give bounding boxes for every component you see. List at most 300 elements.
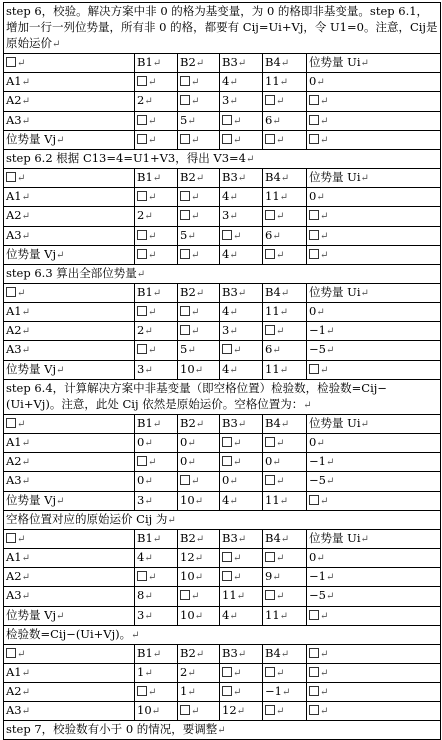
header-cell-text: B2	[180, 169, 196, 184]
return-mark-icon: ↵	[136, 268, 146, 280]
table-cell-text: 0	[309, 435, 317, 449]
return-mark-icon: ↵	[148, 457, 157, 469]
table-cell	[178, 360, 220, 379]
checkbox-icon	[222, 552, 232, 562]
return-mark-icon: ↵	[21, 706, 31, 718]
checkbox-icon	[137, 115, 147, 125]
table-row	[4, 92, 441, 111]
table-cell	[307, 663, 441, 682]
return-mark-icon: ↵	[245, 153, 255, 165]
header-cell-text: B3	[222, 645, 238, 660]
return-mark-icon: ↵	[320, 249, 329, 261]
return-mark-icon: ↵	[237, 533, 247, 545]
return-mark-icon: ↵	[280, 58, 290, 69]
table-cell	[263, 341, 307, 360]
table-cell	[178, 130, 220, 149]
table-cell-text: 10	[180, 492, 195, 507]
table-cell	[263, 453, 307, 472]
return-mark-icon: ↵	[233, 572, 242, 584]
return-mark-icon: ↵	[17, 58, 26, 69]
return-mark-icon: ↵	[191, 77, 200, 89]
return-mark-icon: ↵	[187, 230, 196, 242]
table-cell-text: 5	[180, 227, 188, 242]
table-cell	[135, 702, 178, 721]
header-cell	[4, 644, 135, 663]
table-cell	[178, 663, 220, 682]
table-cell-text: A1	[6, 664, 22, 679]
table-cell	[220, 453, 263, 472]
checkbox-icon	[180, 191, 190, 201]
checkbox-icon	[180, 210, 190, 220]
table-cell	[263, 587, 307, 606]
return-mark-icon: ↵	[233, 134, 242, 146]
step-text-text: step 6.3 算出全部位势量	[6, 265, 137, 280]
return-mark-icon: ↵	[191, 134, 200, 146]
table-cell	[135, 188, 178, 207]
return-mark-icon: ↵	[237, 287, 247, 299]
table-cell	[178, 188, 220, 207]
table-cell-text: A2	[6, 208, 22, 223]
table-cell-text: 12	[222, 703, 237, 718]
checkbox-icon	[180, 134, 190, 144]
table-cell-text: 0	[137, 435, 145, 449]
table-cell	[220, 434, 263, 453]
table-cell-text: A1	[6, 304, 22, 319]
return-mark-icon: ↵	[276, 249, 285, 261]
return-mark-icon: ↵	[17, 172, 26, 184]
table-cell	[135, 73, 178, 92]
checkbox-icon	[6, 648, 16, 658]
table-cell	[307, 491, 441, 510]
table-cell	[178, 548, 220, 567]
header-cell-text: B2	[180, 284, 196, 299]
header-cell-text: B4	[265, 415, 281, 430]
table-cell	[4, 207, 135, 226]
return-mark-icon: ↵	[237, 418, 247, 430]
return-mark-icon: ↵	[237, 58, 247, 69]
checkbox-icon	[309, 249, 319, 259]
checkbox-icon	[222, 230, 232, 240]
return-mark-icon: ↵	[279, 307, 289, 319]
table-cell-text: −1	[309, 454, 326, 469]
table-cell	[135, 360, 178, 379]
table-cell	[307, 207, 441, 226]
table-cell-text: 5	[180, 112, 188, 127]
header-cell	[4, 414, 135, 433]
return-mark-icon: ↵	[21, 211, 31, 223]
return-mark-icon: ↵	[56, 610, 65, 622]
return-mark-icon: ↵	[276, 476, 285, 488]
checkbox-icon	[222, 437, 232, 447]
table-cell-text: 1	[180, 684, 188, 699]
return-mark-icon: ↵	[144, 96, 153, 108]
table-cell-text: A3	[6, 588, 22, 603]
return-mark-icon: ↵	[148, 345, 157, 357]
table-cell-text: 10	[180, 361, 195, 376]
table-cell-text: A1	[6, 74, 22, 89]
table-cell	[4, 111, 135, 130]
header-cell-text: B3	[222, 284, 238, 299]
table-cell-text: 5	[180, 342, 188, 357]
return-mark-icon: ↵	[131, 629, 140, 641]
table-row	[4, 207, 441, 226]
return-mark-icon: ↵	[233, 115, 242, 127]
table-cell	[4, 434, 135, 453]
return-mark-icon: ↵	[316, 552, 325, 564]
return-mark-icon: ↵	[21, 77, 31, 89]
header-cell-text: B2	[180, 645, 196, 660]
header-cell	[178, 168, 220, 187]
step-text	[4, 149, 441, 168]
return-mark-icon: ↵	[316, 77, 325, 89]
return-mark-icon: ↵	[303, 399, 312, 411]
table-cell-text: 0	[309, 549, 317, 564]
return-mark-icon: ↵	[195, 533, 205, 545]
header-cell	[178, 414, 220, 433]
return-mark-icon: ↵	[229, 476, 238, 488]
checkbox-icon	[265, 437, 275, 447]
table-cell	[220, 188, 263, 207]
return-mark-icon: ↵	[276, 591, 285, 603]
checkbox-icon	[180, 475, 190, 485]
header-cell-text: B3	[222, 415, 238, 430]
table-cell	[220, 568, 263, 587]
return-mark-icon: ↵	[144, 610, 153, 622]
step-text	[4, 379, 441, 414]
table-cell	[220, 548, 263, 567]
table-cell-text: 4	[222, 189, 230, 204]
checkbox-icon	[180, 95, 190, 105]
header-cell	[135, 414, 178, 433]
table-cell-text: 2	[137, 323, 145, 338]
table-cell	[307, 568, 441, 587]
table-cell	[135, 130, 178, 149]
header-cell	[4, 529, 135, 548]
table-cell-text: A1	[6, 435, 22, 449]
header-cell	[220, 168, 263, 187]
return-mark-icon: ↵	[236, 591, 246, 603]
return-mark-icon: ↵	[217, 725, 226, 737]
table-cell-text: A3	[6, 473, 22, 488]
table-cell-text: 9	[265, 569, 273, 584]
table-cell	[4, 587, 135, 606]
table-cell-text: 位势量 Vj	[6, 361, 57, 376]
return-mark-icon: ↵	[320, 610, 329, 622]
table-cell	[4, 73, 135, 92]
table-cell	[135, 683, 178, 702]
table-cell	[135, 663, 178, 682]
table-cell-text: 4	[222, 492, 230, 507]
return-mark-icon: ↵	[56, 364, 65, 376]
table-cell-text: 0	[265, 454, 273, 469]
table-cell	[178, 472, 220, 491]
header-cell	[307, 414, 441, 433]
return-mark-icon: ↵	[148, 134, 157, 146]
return-mark-icon: ↵	[148, 249, 157, 261]
table-row	[4, 341, 441, 360]
table-cell	[263, 606, 307, 625]
checkbox-icon	[222, 134, 232, 144]
step-text-text: 空格位置对应的原始运价 Cij 为	[6, 511, 168, 526]
table-cell	[135, 491, 178, 510]
step-text	[4, 625, 441, 644]
table-cell-text: 4	[222, 74, 230, 89]
table-cell	[178, 73, 220, 92]
table-cell	[263, 226, 307, 245]
table-cell	[307, 472, 441, 491]
return-mark-icon: ↵	[21, 572, 31, 584]
table-cell	[178, 587, 220, 606]
return-mark-icon: ↵	[229, 326, 238, 338]
checkbox-icon	[309, 115, 319, 125]
table-cell-text: 4	[222, 246, 230, 261]
return-mark-icon: ↵	[276, 96, 285, 108]
table-cell-text: 11	[265, 607, 280, 622]
table-cell-text: 3	[137, 492, 145, 507]
return-mark-icon: ↵	[276, 438, 285, 449]
checkbox-icon	[137, 456, 147, 466]
table-cell-text: A2	[6, 569, 22, 584]
return-mark-icon: ↵	[320, 211, 329, 223]
table-cell-text: A1	[6, 549, 22, 564]
return-mark-icon: ↵	[229, 211, 238, 223]
checkbox-icon	[6, 57, 16, 67]
header-cell	[220, 644, 263, 663]
table-cell	[220, 245, 263, 264]
table-header-row	[4, 168, 441, 187]
table-cell	[4, 303, 135, 322]
table-cell-text: 11	[265, 361, 280, 376]
return-mark-icon: ↵	[320, 495, 329, 507]
header-cell	[135, 168, 178, 187]
header-cell-text: B1	[137, 169, 153, 184]
return-mark-icon: ↵	[191, 249, 200, 261]
header-cell	[178, 644, 220, 663]
table-cell	[263, 92, 307, 111]
table-cell	[263, 548, 307, 567]
return-mark-icon: ↵	[325, 476, 335, 488]
header-cell-text: B1	[137, 284, 153, 299]
checkbox-icon	[265, 95, 275, 105]
return-mark-icon: ↵	[17, 648, 26, 660]
footer-row	[4, 721, 441, 740]
table-cell	[220, 322, 263, 341]
checkbox-icon	[222, 115, 232, 125]
table-cell	[263, 568, 307, 587]
return-mark-icon: ↵	[21, 115, 31, 127]
table-cell-text: 位势量 Vj	[6, 246, 57, 261]
return-mark-icon: ↵	[144, 495, 153, 507]
return-mark-icon: ↵	[191, 96, 200, 108]
return-mark-icon: ↵	[276, 211, 285, 223]
table-row	[4, 683, 441, 702]
table-row	[4, 111, 441, 130]
table-cell	[307, 245, 441, 264]
return-mark-icon: ↵	[144, 438, 153, 449]
return-mark-icon: ↵	[233, 230, 242, 242]
return-mark-icon: ↵	[233, 667, 242, 679]
table-cell	[307, 360, 441, 379]
return-mark-icon: ↵	[325, 572, 335, 584]
table-cell	[135, 322, 178, 341]
table-cell	[263, 322, 307, 341]
table-cell	[178, 322, 220, 341]
header-cell-text: B2	[180, 530, 196, 545]
table-cell	[220, 130, 263, 149]
table-cell	[220, 606, 263, 625]
checkbox-icon	[265, 552, 275, 562]
table-cell-text: 0	[137, 473, 145, 488]
table-cell-text: 4	[222, 361, 230, 376]
checkbox-icon	[265, 667, 275, 677]
return-mark-icon: ↵	[276, 667, 285, 679]
table-cell-text: −5	[309, 473, 326, 488]
table-cell	[307, 73, 441, 92]
return-mark-icon: ↵	[276, 552, 285, 564]
return-mark-icon: ↵	[237, 172, 247, 184]
table-cell	[307, 341, 441, 360]
step-text-row	[4, 625, 441, 644]
return-mark-icon: ↵	[17, 533, 26, 545]
checkbox-icon	[137, 249, 147, 259]
table-cell	[4, 360, 135, 379]
table-header-row	[4, 414, 441, 433]
table-cell	[135, 606, 178, 625]
table-cell	[178, 434, 220, 453]
table-cell	[220, 92, 263, 111]
table-cell	[135, 453, 178, 472]
return-mark-icon: ↵	[194, 552, 204, 564]
table-cell-text: 2	[137, 208, 145, 223]
table-cell-text: −5	[309, 342, 326, 357]
checkbox-icon	[137, 230, 147, 240]
header-cell-text: 位势量 Ui	[309, 530, 361, 545]
return-mark-icon: ↵	[276, 706, 285, 718]
return-mark-icon: ↵	[187, 687, 196, 699]
table-cell	[220, 683, 263, 702]
table-cell-text: −1	[265, 684, 282, 699]
return-mark-icon: ↵	[148, 115, 157, 127]
table-cell	[4, 606, 135, 625]
header-cell-text: B3	[222, 169, 238, 184]
table-cell	[4, 472, 135, 491]
table-cell	[135, 587, 178, 606]
checkbox-icon	[6, 533, 16, 543]
table-cell	[263, 472, 307, 491]
return-mark-icon: ↵	[229, 96, 238, 108]
table-cell	[4, 226, 135, 245]
table-cell	[4, 453, 135, 472]
table-cell	[263, 663, 307, 682]
table-cell	[220, 360, 263, 379]
return-mark-icon: ↵	[194, 572, 204, 584]
checkbox-icon	[265, 249, 275, 259]
table-cell-text: 4	[222, 304, 230, 319]
header-cell-text: 位势量 Ui	[309, 415, 361, 430]
table-row	[4, 303, 441, 322]
step-text-text: step 6，校验。解决方案中非 0 的格为基变量，为 0 的格即非基变量。step 6.1，增加一行一列位势量，所有非 0 的格，都要有 Cij=Ui+Vj，令 U1=0。注意，Cij是原始运价	[6, 4, 438, 50]
return-mark-icon: ↵	[229, 495, 238, 507]
table-row	[4, 130, 441, 149]
header-cell-text: B2	[180, 55, 196, 69]
table-cell-text: 3	[137, 607, 145, 622]
table-cell	[307, 548, 441, 567]
checkbox-icon	[180, 76, 190, 86]
table-cell-text: 3	[137, 361, 145, 376]
return-mark-icon: ↵	[272, 572, 281, 584]
return-mark-icon: ↵	[233, 345, 242, 357]
checkbox-icon	[309, 686, 319, 696]
table-cell-text: A2	[6, 93, 22, 108]
return-mark-icon: ↵	[272, 457, 281, 469]
checkbox-icon	[137, 191, 147, 201]
checkbox-icon	[309, 134, 319, 144]
table-row	[4, 663, 441, 682]
checkbox-icon	[309, 210, 319, 220]
step-text-row	[4, 510, 441, 529]
return-mark-icon: ↵	[152, 533, 162, 545]
step-text-row	[4, 264, 441, 283]
header-cell	[307, 54, 441, 73]
return-mark-icon: ↵	[233, 438, 242, 449]
header-cell	[307, 168, 441, 187]
checkbox-icon	[222, 686, 232, 696]
table-cell	[307, 702, 441, 721]
table-cell	[4, 188, 135, 207]
table-cell-text: A2	[6, 454, 22, 469]
table-cell-text: 0	[309, 189, 317, 204]
table-cell	[178, 491, 220, 510]
return-mark-icon: ↵	[187, 115, 196, 127]
header-cell-text: 位势量 Ui	[309, 169, 361, 184]
table-cell-text: 位势量 Vj	[6, 607, 57, 622]
table-row	[4, 587, 441, 606]
checkbox-icon	[6, 418, 16, 428]
header-cell-text: B1	[137, 530, 153, 545]
table-cell-text: 位势量 Vj	[6, 131, 57, 146]
checkbox-icon	[222, 571, 232, 581]
checkbox-icon	[137, 686, 147, 696]
header-cell-text: 位势量 Ui	[309, 284, 361, 299]
step-text	[4, 264, 441, 283]
return-mark-icon: ↵	[360, 533, 369, 545]
table-cell	[178, 226, 220, 245]
table-cell-text: 6	[265, 112, 273, 127]
return-mark-icon: ↵	[56, 134, 65, 146]
checkbox-icon	[137, 571, 147, 581]
table-cell-text: 4	[137, 549, 145, 564]
header-cell	[135, 529, 178, 548]
return-mark-icon: ↵	[276, 326, 285, 338]
table-cell-text: 0	[309, 74, 317, 89]
return-mark-icon: ↵	[280, 533, 290, 545]
checkbox-icon	[309, 667, 319, 677]
return-mark-icon: ↵	[191, 307, 200, 319]
return-mark-icon: ↵	[144, 552, 153, 564]
table-cell	[178, 92, 220, 111]
return-mark-icon: ↵	[236, 706, 246, 718]
return-mark-icon: ↵	[191, 192, 200, 204]
step-text	[4, 3, 441, 54]
table-cell	[178, 111, 220, 130]
table-cell	[4, 322, 135, 341]
return-mark-icon: ↵	[320, 230, 329, 242]
table-cell-text: 10	[180, 607, 195, 622]
return-mark-icon: ↵	[320, 364, 329, 376]
table-row	[4, 472, 441, 491]
table-cell	[220, 341, 263, 360]
checkbox-icon	[6, 287, 16, 297]
